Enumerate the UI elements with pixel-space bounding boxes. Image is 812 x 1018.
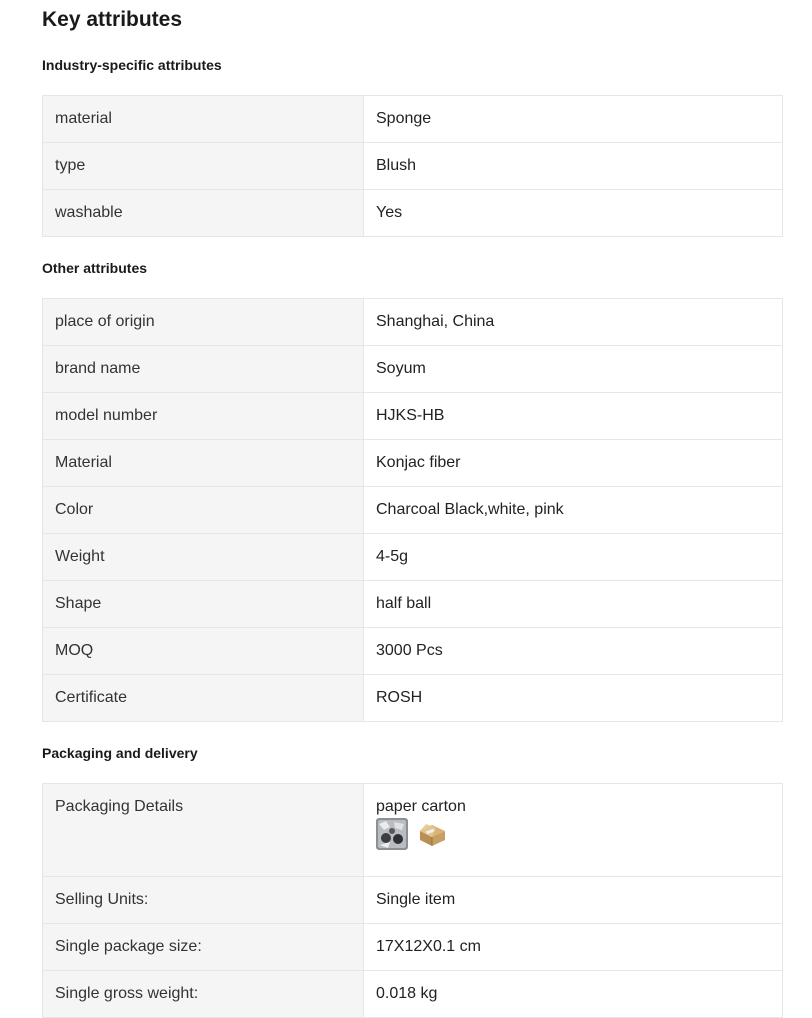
attribute-value: Single item	[364, 877, 783, 924]
other-attributes-table	[42, 298, 783, 722]
attribute-key: Single gross weight:	[43, 971, 364, 1018]
section-title-industry: Industry-specific attributes	[42, 57, 222, 73]
attribute-value: Charcoal Black,white, pink	[364, 487, 783, 534]
attribute-key: Certificate	[43, 675, 364, 722]
attribute-value: HJKS-HB	[364, 393, 783, 440]
table-row	[43, 143, 783, 190]
industry-attributes-table	[42, 95, 783, 237]
attribute-value: ROSH	[364, 675, 783, 722]
attribute-key: material	[43, 96, 364, 143]
attribute-value: 3000 Pcs	[364, 628, 783, 675]
sponge-package-photo-icon[interactable]	[376, 818, 408, 850]
attribute-key: Material	[43, 440, 364, 487]
attribute-key: model number	[43, 393, 364, 440]
attribute-value: 0.018 kg	[364, 971, 783, 1018]
attribute-value: Yes	[364, 190, 783, 237]
attribute-value: Sponge	[364, 96, 783, 143]
table-row	[43, 675, 783, 722]
attribute-value: Soyum	[364, 346, 783, 393]
table-row	[43, 299, 783, 346]
attribute-value: Blush	[364, 143, 783, 190]
table-row	[43, 190, 783, 237]
table-row	[43, 628, 783, 675]
table-row	[43, 534, 783, 581]
attribute-key: Packaging Details	[43, 784, 364, 877]
attribute-value: Shanghai, China	[364, 299, 783, 346]
table-row	[43, 924, 783, 971]
table-row	[43, 784, 783, 877]
table-row	[43, 96, 783, 143]
table-row	[43, 393, 783, 440]
section-title-packaging: Packaging and delivery	[42, 745, 198, 761]
packaging-attributes-table	[42, 783, 783, 1018]
table-row	[43, 877, 783, 924]
attribute-key: type	[43, 143, 364, 190]
attribute-key: Color	[43, 487, 364, 534]
attribute-key: washable	[43, 190, 364, 237]
table-row	[43, 346, 783, 393]
attribute-key: Shape	[43, 581, 364, 628]
attribute-value: 17X12X0.1 cm	[364, 924, 783, 971]
attribute-key: Weight	[43, 534, 364, 581]
table-row	[43, 440, 783, 487]
attribute-value: Konjac fiber	[364, 440, 783, 487]
attribute-value: 4-5g	[364, 534, 783, 581]
page-title: Key attributes	[42, 8, 183, 31]
attribute-value: half ball	[364, 581, 783, 628]
table-row	[43, 971, 783, 1018]
carton-box-photo-icon[interactable]	[416, 818, 448, 850]
table-row	[43, 581, 783, 628]
section-title-other: Other attributes	[42, 260, 148, 276]
attribute-key: Selling Units:	[43, 877, 364, 924]
table-row	[43, 487, 783, 534]
attribute-key: Single package size:	[43, 924, 364, 971]
attribute-key: MOQ	[43, 628, 364, 675]
attribute-value-cell	[364, 784, 783, 877]
attribute-key: place of origin	[43, 299, 364, 346]
packaging-thumbnails	[376, 818, 770, 850]
attribute-value: paper carton	[376, 798, 466, 815]
attribute-key: brand name	[43, 346, 364, 393]
